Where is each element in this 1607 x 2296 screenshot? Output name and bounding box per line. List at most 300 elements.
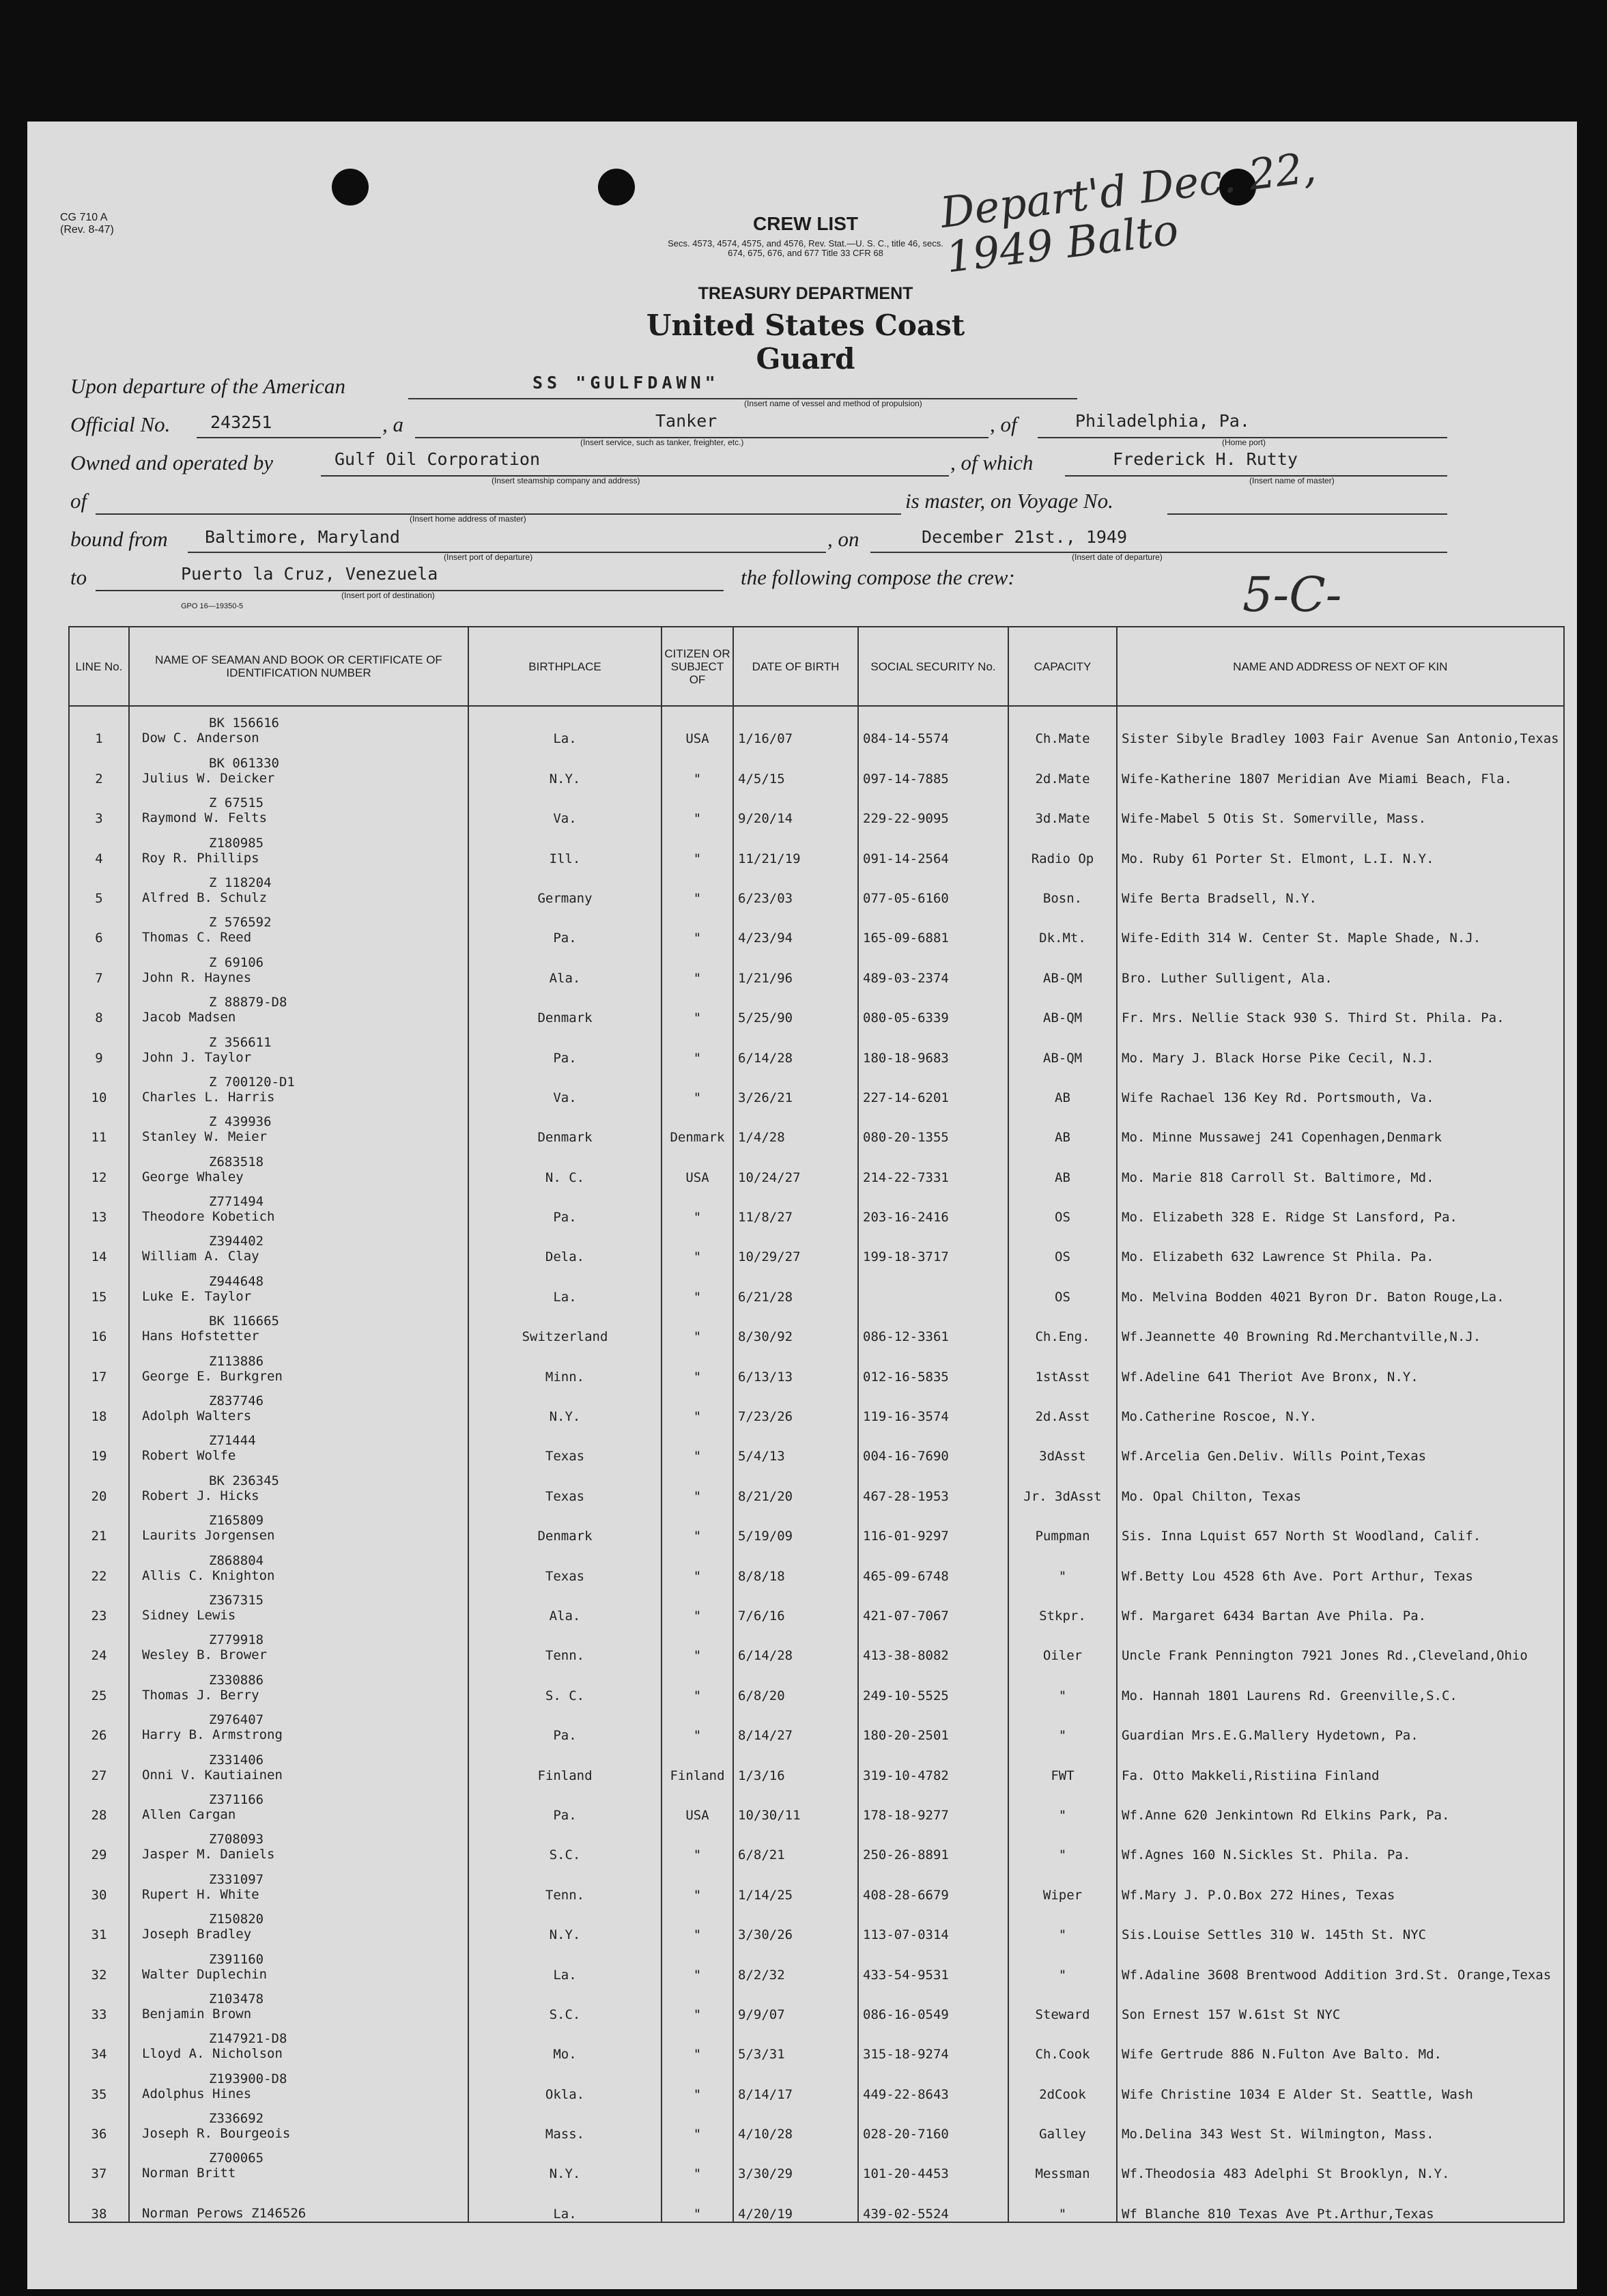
date-of-birth: 6/8/21	[733, 1823, 858, 1862]
social-security-no: 101-20-4453	[858, 2142, 1008, 2181]
social-security-no: 012-16-5835	[858, 1344, 1008, 1384]
form-number: CG 710 A (Rev. 8-47)	[60, 212, 114, 236]
line-number: 37	[69, 2142, 129, 2181]
citizenship: "	[662, 1624, 733, 1663]
next-of-kin: Wf.Agnes 160 N.Sickles St. Phila. Pa.	[1117, 1823, 1564, 1862]
table-row	[69, 1663, 1564, 1703]
seaman-name-text: Wesley B. Brower	[142, 1647, 268, 1663]
social-security-no: 077-05-6160	[858, 866, 1008, 906]
line-number: 11	[69, 1105, 129, 1145]
seaman-name	[129, 1544, 468, 1583]
capacity: Radio Op	[1008, 826, 1117, 866]
label-a: , a	[382, 412, 403, 436]
seaman-name	[129, 1066, 468, 1105]
social-security-no: 178-18-9277	[858, 1783, 1008, 1823]
next-of-kin: Son Ernest 157 W.61st St NYC	[1117, 1983, 1564, 2022]
seaman-name	[129, 1305, 468, 1344]
seaman-name-text: William A. Clay	[142, 1249, 259, 1264]
social-security-no: 113-07-0314	[858, 1903, 1008, 1942]
capacity: Wiper	[1008, 1862, 1117, 1902]
next-of-kin: Wife Berta Bradsell, N.Y.	[1117, 866, 1564, 906]
birthplace: Switzerland	[468, 1305, 662, 1344]
line-number: 9	[69, 1025, 129, 1065]
table-row	[69, 1185, 1564, 1225]
seaman-name-text: Robert Wolfe	[142, 1448, 236, 1464]
master-name: Frederick H. Rutty	[1113, 449, 1298, 469]
label-bound-from: bound from	[70, 527, 168, 551]
next-of-kin: Wife Gertrude 886 N.Fulton Ave Balto. Md.	[1117, 2022, 1564, 2062]
birthplace: La.	[468, 706, 662, 746]
line-number: 2	[69, 746, 129, 786]
line-number: 29	[69, 1823, 129, 1862]
citizenship: USA	[662, 706, 733, 746]
header-citizen: CITIZEN OR SUBJECT OF	[662, 627, 733, 706]
line-number: 23	[69, 1584, 129, 1624]
table-row	[69, 866, 1564, 906]
certificate-number: Z367315	[209, 1592, 264, 1608]
table-row	[69, 1424, 1564, 1464]
date-of-birth: 4/23/94	[733, 906, 858, 946]
certificate-number: Z103478	[209, 1991, 264, 2007]
seaman-name-text: Joseph R. Bourgeois	[142, 2126, 291, 2142]
date-of-birth: 3/30/26	[733, 1903, 858, 1942]
next-of-kin: Mo. Opal Chilton, Texas	[1117, 1464, 1564, 1503]
birthplace: S.C.	[468, 1983, 662, 2022]
citizenship: Finland	[662, 1743, 733, 1783]
seaman-name-text: Thomas C. Reed	[142, 930, 252, 946]
citizenship: "	[662, 2102, 733, 2142]
seaman-name-text: Norman Britt	[142, 2166, 236, 2181]
citizenship: "	[662, 1066, 733, 1105]
seaman-name-text: Adolph Walters	[142, 1408, 252, 1424]
official-number: 243251	[210, 412, 272, 432]
date-of-birth: 7/6/16	[733, 1584, 858, 1624]
seaman-name-text: Norman Perows Z146526	[142, 2205, 307, 2221]
certificate-number: Z 69106	[209, 954, 264, 970]
birthplace: S.C.	[468, 1823, 662, 1862]
birthplace: Tenn.	[468, 1624, 662, 1663]
next-of-kin: Fa. Otto Makkeli,Ristiina Finland	[1117, 1743, 1564, 1783]
capacity: Dk.Mt.	[1008, 906, 1117, 946]
certificate-number: BK 116665	[209, 1314, 279, 1329]
table-row	[69, 2022, 1564, 2062]
agency-name: United States Coast Guard	[646, 309, 965, 375]
header-birthplace: BIRTHPLACE	[468, 627, 662, 706]
birthplace: N.Y.	[468, 1385, 662, 1424]
seaman-name-text: Luke E. Taylor	[142, 1288, 252, 1304]
line-number: 30	[69, 1862, 129, 1902]
seaman-name-text: Adolphus Hines	[142, 2086, 252, 2101]
citizenship: "	[662, 1225, 733, 1264]
line-number: 4	[69, 826, 129, 866]
certificate-number: Z771494	[209, 1194, 264, 1210]
seaman-name-text: Allen Cargan	[142, 1806, 236, 1822]
line-number: 38	[69, 2181, 129, 2222]
capacity: "	[1008, 1942, 1117, 1982]
citizenship: "	[662, 866, 733, 906]
date-of-birth: 8/14/17	[733, 2062, 858, 2101]
seaman-name-text: Allis C. Knighton	[142, 1568, 275, 1583]
capacity: Bosn.	[1008, 866, 1117, 906]
capacity: OS	[1008, 1185, 1117, 1225]
capacity: 2d.Mate	[1008, 746, 1117, 786]
citizenship: "	[662, 1823, 733, 1862]
date-of-birth: 8/8/18	[733, 1544, 858, 1583]
capacity: AB-QM	[1008, 1025, 1117, 1065]
capacity: Messman	[1008, 2142, 1117, 2181]
header-name: NAME OF SEAMAN AND BOOK OR CERTIFICATE OF IDENTIFICATION NUMBER	[129, 627, 468, 706]
form-title: CREW LIST	[753, 213, 858, 234]
date-of-birth: 5/4/13	[733, 1424, 858, 1464]
table-row	[69, 1344, 1564, 1384]
seaman-name	[129, 706, 468, 746]
header-next-of-kin: NAME AND ADDRESS OF NEXT OF KIN	[1117, 627, 1564, 706]
certificate-number: Z976407	[209, 1712, 264, 1728]
citizenship: "	[662, 1983, 733, 2022]
seaman-name-text: John J. Taylor	[142, 1049, 252, 1065]
next-of-kin: Mo. Melvina Bodden 4021 Byron Dr. Baton Rouge,La.	[1117, 1264, 1564, 1304]
date-of-birth: 1/16/07	[733, 706, 858, 746]
table-row	[69, 2142, 1564, 2181]
date-of-birth: 5/3/31	[733, 2022, 858, 2062]
table-header	[69, 627, 1564, 706]
date-of-birth: 9/20/14	[733, 786, 858, 826]
citizenship: "	[662, 786, 733, 826]
citizenship: "	[662, 1584, 733, 1624]
capacity: Steward	[1008, 1983, 1117, 2022]
seaman-name	[129, 1783, 468, 1823]
social-security-no: 433-54-9531	[858, 1942, 1008, 1982]
seaman-name	[129, 1703, 468, 1743]
social-security-no: 229-22-9095	[858, 786, 1008, 826]
birthplace: Denmark	[468, 1105, 662, 1145]
citizenship: "	[662, 1504, 733, 1544]
capacity: AB-QM	[1008, 986, 1117, 1025]
owner-company: Gulf Oil Corporation	[335, 449, 541, 469]
line-number: 16	[69, 1305, 129, 1344]
certificate-number: Z 67515	[209, 795, 264, 811]
date-of-birth: 10/30/11	[733, 1783, 858, 1823]
citizenship: "	[662, 1862, 733, 1902]
line-number: 28	[69, 1783, 129, 1823]
table-row	[69, 1225, 1564, 1264]
capacity: "	[1008, 1823, 1117, 1862]
seaman-name-text: Julius W. Deicker	[142, 770, 275, 786]
seaman-name	[129, 786, 468, 826]
social-security-no: 319-10-4782	[858, 1743, 1008, 1783]
line-number: 36	[69, 2102, 129, 2142]
line-number: 25	[69, 1663, 129, 1703]
date-of-birth: 5/19/09	[733, 1504, 858, 1544]
hint-vessel: (Insert name of vessel and method of propulsion)	[744, 399, 922, 408]
seaman-name-text: Jasper M. Daniels	[142, 1847, 275, 1862]
seaman-name	[129, 2142, 468, 2181]
citizenship: "	[662, 1703, 733, 1743]
seaman-name	[129, 1584, 468, 1624]
seaman-name-text: Laurits Jorgensen	[142, 1528, 275, 1544]
citizenship: "	[662, 946, 733, 985]
capacity: Oiler	[1008, 1624, 1117, 1663]
citizenship: "	[662, 746, 733, 786]
citizenship: "	[662, 1903, 733, 1942]
certificate-number: Z180985	[209, 835, 264, 851]
next-of-kin: Wf.Jeannette 40 Browning Rd.Merchantville,N.J.	[1117, 1305, 1564, 1344]
certificate-number: Z683518	[209, 1154, 264, 1170]
date-of-birth: 8/30/92	[733, 1305, 858, 1344]
vessel-name: SS "GULFDAWN"	[532, 373, 720, 393]
seaman-name	[129, 2102, 468, 2142]
citizenship: "	[662, 1185, 733, 1225]
birthplace: Pa.	[468, 1783, 662, 1823]
certificate-number: Z 439936	[209, 1114, 272, 1130]
citizenship: "	[662, 1942, 733, 1982]
seaman-name	[129, 1903, 468, 1942]
social-security-no: 465-09-6748	[858, 1544, 1008, 1583]
date-of-birth: 8/21/20	[733, 1464, 858, 1503]
next-of-kin: Wf.Mary J. P.O.Box 272 Hines, Texas	[1117, 1862, 1564, 1902]
table-row	[69, 1145, 1564, 1185]
handwritten-mark: 5-C-	[1242, 567, 1342, 623]
next-of-kin: Wf.Adaline 3608 Brentwood Addition 3rd.St. Orange,Texas	[1117, 1942, 1564, 1982]
birthplace: Texas	[468, 1424, 662, 1464]
certificate-number: Z371166	[209, 1791, 264, 1807]
table-row	[69, 1903, 1564, 1942]
line-number: 26	[69, 1703, 129, 1743]
label-on: , on	[827, 527, 859, 551]
capacity: FWT	[1008, 1743, 1117, 1783]
seaman-name	[129, 1464, 468, 1503]
capacity: "	[1008, 1663, 1117, 1703]
header-line: LINE No.	[69, 627, 129, 706]
social-security-no: 084-14-5574	[858, 706, 1008, 746]
date-of-birth: 6/14/28	[733, 1624, 858, 1663]
next-of-kin: Wf.Betty Lou 4528 6th Ave. Port Arthur, Texas	[1117, 1544, 1564, 1583]
label-departure: Upon departure of the American	[70, 374, 345, 398]
certificate-number: Z330886	[209, 1672, 264, 1688]
date-of-birth: 10/24/27	[733, 1145, 858, 1185]
capacity: 3dAsst	[1008, 1424, 1117, 1464]
seaman-name-text: John R. Haynes	[142, 969, 252, 985]
date-of-birth: 7/23/26	[733, 1385, 858, 1424]
seaman-name-text: Onni V. Kautiainen	[142, 1767, 283, 1783]
capacity: 2d.Asst	[1008, 1385, 1117, 1424]
line-number: 32	[69, 1942, 129, 1982]
line-number: 35	[69, 2062, 129, 2101]
seaman-name	[129, 1983, 468, 2022]
date-of-birth: 4/5/15	[733, 746, 858, 786]
next-of-kin: Wife-Mabel 5 Otis St. Somerville, Mass.	[1117, 786, 1564, 826]
date-of-birth: 6/23/03	[733, 866, 858, 906]
social-security-no: 315-18-9274	[858, 2022, 1008, 2062]
seaman-name-text: Theodore Kobetich	[142, 1209, 275, 1225]
capacity: "	[1008, 1783, 1117, 1823]
certificate-number: Z331406	[209, 1752, 264, 1768]
seaman-name-text: Rupert H. White	[142, 1886, 259, 1902]
table-row	[69, 1823, 1564, 1862]
capacity: AB	[1008, 1105, 1117, 1145]
line-number: 13	[69, 1185, 129, 1225]
line-number: 1	[69, 706, 129, 746]
label-compose: the following compose the crew:	[741, 565, 1015, 589]
rule	[197, 437, 381, 438]
citizenship: "	[662, 1663, 733, 1703]
social-security-no: 249-10-5525	[858, 1663, 1008, 1703]
line-number: 6	[69, 906, 129, 946]
date-of-birth: 3/30/29	[733, 2142, 858, 2181]
seaman-name-text: Joseph Bradley	[142, 1927, 252, 1942]
social-security-no: 116-01-9297	[858, 1504, 1008, 1544]
certificate-number: Z391160	[209, 1951, 264, 1967]
certificate-number: BK 061330	[209, 755, 279, 771]
capacity: Ch.Mate	[1008, 706, 1117, 746]
capacity: Galley	[1008, 2102, 1117, 2142]
seaman-name	[129, 746, 468, 786]
table-row	[69, 1264, 1564, 1304]
social-security-no: 165-09-6881	[858, 906, 1008, 946]
next-of-kin: Wf. Margaret 6434 Bartan Ave Phila. Pa.	[1117, 1584, 1564, 1624]
next-of-kin: Mo.Delina 343 West St. Wilmington, Mass.	[1117, 2102, 1564, 2142]
date-of-birth: 1/3/16	[733, 1743, 858, 1783]
next-of-kin: Wife-Katherine 1807 Meridian Ave Miami Beach, Fla.	[1117, 746, 1564, 786]
date-of-birth: 6/14/28	[733, 1025, 858, 1065]
citizenship: "	[662, 2181, 733, 2222]
certificate-number: Z944648	[209, 1273, 264, 1289]
date-of-birth: 6/21/28	[733, 1264, 858, 1304]
certificate-number: BK 236345	[209, 1473, 279, 1488]
line-number: 10	[69, 1066, 129, 1105]
seaman-name	[129, 1823, 468, 1862]
social-security-no: 080-05-6339	[858, 986, 1008, 1025]
birthplace: Tenn.	[468, 1862, 662, 1902]
capacity: AB	[1008, 1066, 1117, 1105]
birthplace: Va.	[468, 786, 662, 826]
table-row	[69, 1942, 1564, 1982]
table-row	[69, 1105, 1564, 1145]
birthplace: N.Y.	[468, 1903, 662, 1942]
table-row	[69, 906, 1564, 946]
line-number: 14	[69, 1225, 129, 1264]
capacity: Jr. 3dAsst	[1008, 1464, 1117, 1503]
capacity: AB-QM	[1008, 946, 1117, 985]
seaman-name	[129, 1344, 468, 1384]
date-of-birth: 10/29/27	[733, 1225, 858, 1264]
label-to: to	[70, 565, 87, 589]
next-of-kin: Sister Sibyle Bradley 1003 Fair Avenue San Antonio,Texas	[1117, 706, 1564, 746]
next-of-kin: Wf.Adeline 641 Theriot Ave Bronx, N.Y.	[1117, 1344, 1564, 1384]
seaman-name	[129, 1145, 468, 1185]
seaman-name-text: Benjamin Brown	[142, 2006, 252, 2022]
line-number: 22	[69, 1544, 129, 1583]
label-of-master: of	[70, 489, 87, 513]
citizenship: "	[662, 826, 733, 866]
hint-company: (Insert steamship company and address)	[492, 476, 640, 485]
capacity: Stkpr.	[1008, 1584, 1117, 1624]
seaman-name	[129, 826, 468, 866]
citizenship: USA	[662, 1783, 733, 1823]
line-number: 5	[69, 866, 129, 906]
certificate-number: Z708093	[209, 1832, 264, 1847]
social-security-no: 097-14-7885	[858, 746, 1008, 786]
social-security-no: 413-38-8082	[858, 1624, 1008, 1663]
citizenship: "	[662, 1344, 733, 1384]
table-row	[69, 986, 1564, 1025]
birthplace: Ala.	[468, 1584, 662, 1624]
departure-date: December 21st., 1949	[922, 527, 1128, 547]
seaman-name	[129, 1225, 468, 1264]
next-of-kin: Guardian Mrs.E.G.Mallery Hydetown, Pa.	[1117, 1703, 1564, 1743]
seaman-name-text: George E. Burkgren	[142, 1368, 283, 1384]
birthplace: Texas	[468, 1544, 662, 1583]
date-of-birth: 11/8/27	[733, 1185, 858, 1225]
capacity: 2dCook	[1008, 2062, 1117, 2101]
table-row	[69, 1983, 1564, 2022]
crew-rows	[69, 706, 1564, 2222]
citizenship: "	[662, 1544, 733, 1583]
date-of-birth: 5/25/90	[733, 986, 858, 1025]
birthplace: N. C.	[468, 1145, 662, 1185]
header-capacity: CAPACITY	[1008, 627, 1117, 706]
seaman-name-text: Lloyd A. Nicholson	[142, 2046, 283, 2062]
header-dob: DATE OF BIRTH	[733, 627, 858, 706]
table-row	[69, 1584, 1564, 1624]
handwritten-departure-note: Depart'd Dec. 22, 1949 Balto	[937, 142, 1319, 283]
seaman-name	[129, 1504, 468, 1544]
seaman-name	[129, 1105, 468, 1145]
seaman-name-text: Charles L. Harris	[142, 1089, 275, 1105]
social-security-no: 449-22-8643	[858, 2062, 1008, 2101]
hint-departure-port: (Insert port of departure)	[444, 552, 533, 562]
seaman-name	[129, 1264, 468, 1304]
birthplace: Finland	[468, 1743, 662, 1783]
seaman-name-text: Harry B. Armstrong	[142, 1727, 283, 1743]
certificate-number: Z 88879-D8	[209, 995, 287, 1010]
department-name: TREASURY DEPARTMENT	[698, 284, 913, 303]
destination-port: Puerto la Cruz, Venezuela	[181, 564, 438, 584]
table-row	[69, 826, 1564, 866]
birthplace: Pa.	[468, 906, 662, 946]
date-of-birth: 6/8/20	[733, 1663, 858, 1703]
next-of-kin: Wf.Arcelia Gen.Deliv. Wills Point,Texas	[1117, 1424, 1564, 1464]
next-of-kin: Fr. Mrs. Nellie Stack 930 S. Third St. Phila. Pa.	[1117, 986, 1564, 1025]
next-of-kin: Mo. Marie 818 Carroll St. Baltimore, Md.	[1117, 1145, 1564, 1185]
crew-table	[68, 626, 1565, 2223]
label-official-no: Official No.	[70, 412, 171, 436]
next-of-kin: Wf.Anne 620 Jenkintown Rd Elkins Park, Pa.	[1117, 1783, 1564, 1823]
birthplace: Ala.	[468, 946, 662, 985]
seaman-name	[129, 866, 468, 906]
citizenship: "	[662, 986, 733, 1025]
citizenship: "	[662, 1305, 733, 1344]
date-of-birth: 1/14/25	[733, 1862, 858, 1902]
seaman-name-text: Walter Duplechin	[142, 1966, 268, 1982]
table-row	[69, 1624, 1564, 1663]
line-number: 27	[69, 1743, 129, 1783]
citizenship: "	[662, 2022, 733, 2062]
date-of-birth: 8/2/32	[733, 1942, 858, 1982]
capacity: Ch.Eng.	[1008, 1305, 1117, 1344]
citizenship: Denmark	[662, 1105, 733, 1145]
certificate-number: Z 576592	[209, 915, 272, 931]
social-security-no: 489-03-2374	[858, 946, 1008, 985]
line-number: 33	[69, 1983, 129, 2022]
citizenship: "	[662, 1025, 733, 1065]
table-row	[69, 2102, 1564, 2142]
capacity: "	[1008, 2181, 1117, 2222]
date-of-birth: 3/26/21	[733, 1066, 858, 1105]
punch-hole	[598, 169, 635, 205]
line-number: 3	[69, 786, 129, 826]
seaman-name-text: Stanley W. Meier	[142, 1129, 268, 1145]
